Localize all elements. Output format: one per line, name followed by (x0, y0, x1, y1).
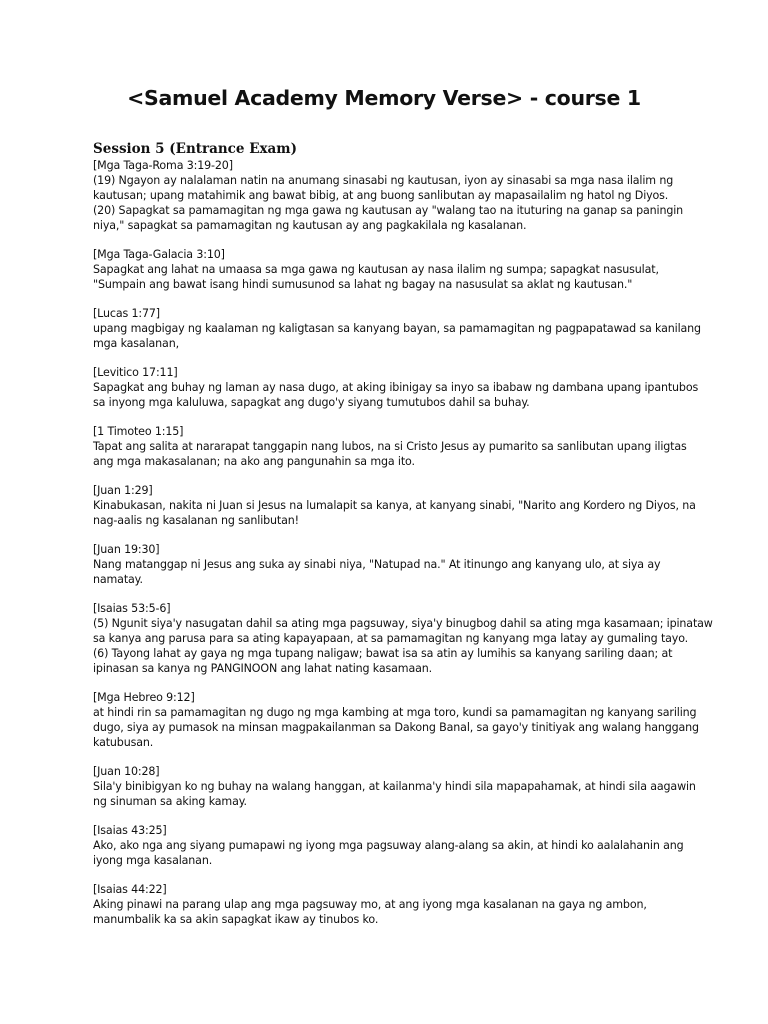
verse-text-line: sa inyong mga kaluluwa, sapagkat ang dugo'y siyang tumutubos dahil sa buhay. (93, 396, 530, 409)
verse-passage (93, 542, 693, 587)
verse-reference: [Juan 19:30] (93, 543, 160, 556)
verse-reference: [Mga Taga-Roma 3:19-20] (93, 159, 233, 172)
verse-text-line: Aking pinawi na parang ulap ang mga pagsuway mo, at ang iyong mga kasalanan na gaya ng ambon, (93, 898, 647, 911)
verse-passage (93, 601, 713, 676)
verse-reference: [Isaias 44:22] (93, 883, 167, 896)
verse-reference: [Lucas 1:77] (93, 307, 160, 320)
verse-reference: [Juan 10:28] (93, 765, 160, 778)
verse-text-line: namatay. (93, 573, 143, 586)
verse-text-line: Nang matanggap ni Jesus ang suka ay sinabi niya, "Natupad na." At itinungo ang kanyang ulo, at siya ay (93, 558, 661, 571)
verse-text-line: Tapat ang salita at nararapat tanggapin nang lubos, na si Cristo Jesus ay pumarito sa sanlibutan upang iligtas (93, 440, 687, 453)
verse-reference: [Mga Hebreo 9:12] (93, 691, 195, 704)
verse-passage (93, 365, 699, 410)
verse-text-line: nag-aalis ng kasalanan ng sanlibutan! (93, 514, 299, 527)
verse-passage (93, 823, 693, 868)
verse-passage (93, 882, 693, 927)
verse-reference: [Mga Taga-Galacia 3:10] (93, 248, 225, 261)
verse-reference: [Juan 1:29] (93, 484, 153, 497)
verse-passage (93, 483, 696, 528)
verse-text-line: (6) Tayong lahat ay gaya ng mga tupang naligaw; bawat isa sa atin ay lumihis sa kanyang sariling daan; at (93, 647, 673, 660)
verse-text-line: (5) Ngunit siya'y nasugatan dahil sa ating mga pagsuway, siya'y binugbog dahil sa ating mga kasamaan; ipinataw (93, 617, 713, 630)
verse-text-line: ng sinuman sa aking kamay. (93, 795, 247, 808)
verse-text-line: niya," sapagkat sa pamamagitan ng kautusan ay ang pagkakilala ng kasalanan. (93, 219, 527, 232)
verse-text-line: Sapagkat ang buhay ng laman ay nasa dugo, at aking ibinigay sa inyo sa ibabaw ng dambana upang ipantubos (93, 381, 699, 394)
document-body (93, 140, 713, 941)
verse-passage (93, 690, 699, 750)
verse-text-line: Ako, ako nga ang siyang pumapawi ng iyong mga pagsuway alang-alang sa akin, at hindi ko aalalahanin ang (93, 839, 684, 852)
verse-text-line: katubusan. (93, 736, 154, 749)
verse-text-line: manumbalik ka sa akin sapagkat ikaw ay tinubos ko. (93, 913, 379, 926)
verse-text-line: "Sumpain ang bawat isang hindi sumusunod sa lahat ng bagay na nasusulat sa aklat ng kautusan." (93, 278, 633, 291)
verse-passage (93, 247, 693, 292)
session-heading: Session 5 (Entrance Exam) (93, 141, 297, 157)
verse-text-line: Sapagkat ang lahat na umaasa sa mga gawa ng kautusan ay nasa ilalim ng sumpa; sapagkat nasusulat, (93, 263, 659, 276)
verse-text-line: iyong mga kasalanan. (93, 854, 213, 867)
verse-passage (93, 306, 701, 351)
verse-text-line: (19) Ngayon ay nalalaman natin na anumang sinasabi ng kautusan, iyon ay sinasabi sa mga nasa ilalim ng (93, 174, 674, 187)
verse-text-line: kautusan; upang matahimik ang bawat bibig, at ang buong sanlibutan ay mapasailalim ng hatol ng Diyos. (93, 189, 669, 202)
verse-text-line: ipinasan sa kanya ng PANGINOON ang lahat nating kasamaan. (93, 662, 433, 675)
verse-text-line: Sila'y binibigyan ko ng buhay na walang hanggan, at kailanma'y hindi sila mapapahamak, at hindi sila aagawin (93, 780, 696, 793)
verse-text-line: dugo, siya ay pumasok na minsan magpakailanman sa Dakong Banal, sa gayo'y tinitiyak ang walang hanggang (93, 721, 699, 734)
verse-passage (93, 158, 693, 233)
passage-list (93, 158, 713, 927)
verse-text-line: at hindi rin sa pamamagitan ng dugo ng mga kambing at mga toro, kundi sa pamamagitan ng kanyang sariling (93, 706, 697, 719)
verse-reference: [1 Timoteo 1:15] (93, 425, 184, 438)
verse-passage (93, 424, 693, 469)
verse-text-line: upang magbigay ng kaalaman ng kaligtasan sa kanyang bayan, sa pamamagitan ng pagpapatawad sa kanilang (93, 322, 701, 335)
document-title: <Samuel Academy Memory Verse> - course 1 (127, 86, 641, 110)
verse-text-line: sa kanya ang parusa para sa ating kapayapaan, at sa pamamagitan ng kanyang mga latay ay gumaling tayo. (93, 632, 689, 645)
verse-text-line: ang mga makasalanan; na ako ang pangunahin sa mga ito. (93, 455, 415, 468)
verse-text-line: Kinabukasan, nakita ni Juan si Jesus na lumalapit sa kanya, at kanyang sinabi, "Narito ang Kordero ng Diyos, na (93, 499, 696, 512)
verse-reference: [Isaias 43:25] (93, 824, 167, 837)
verse-reference: [Levitico 17:11] (93, 366, 178, 379)
verse-text-line: mga kasalanan, (93, 337, 179, 350)
verse-passage (93, 764, 696, 809)
verse-reference: [Isaias 53:5-6] (93, 602, 171, 615)
verse-text-line: (20) Sapagkat sa pamamagitan ng mga gawa ng kautusan ay "walang tao na ituturing na ganap sa paningin (93, 204, 684, 217)
